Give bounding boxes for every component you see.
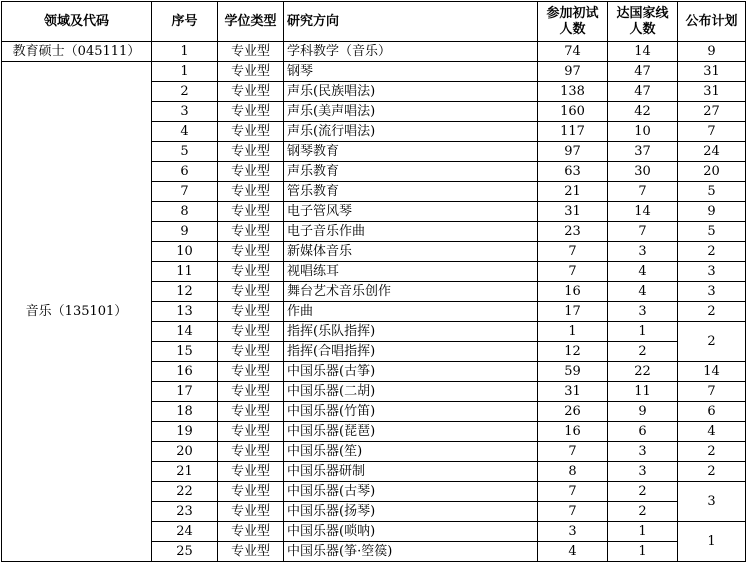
exam-count: 97 <box>538 62 608 82</box>
research-direction: 视唱练耳 <box>284 262 538 282</box>
exam-count: 8 <box>538 462 608 482</box>
research-direction: 电子管风琴 <box>284 202 538 222</box>
exam-count: 17 <box>538 302 608 322</box>
pass-count: 6 <box>608 422 678 442</box>
row-number: 13 <box>152 302 218 322</box>
research-direction: 新媒体音乐 <box>284 242 538 262</box>
header-no: 序号 <box>152 2 218 42</box>
exam-count: 138 <box>538 82 608 102</box>
plan-count: 24 <box>678 142 746 162</box>
row-number: 6 <box>152 162 218 182</box>
degree-type: 专业型 <box>218 502 284 522</box>
degree-type: 专业型 <box>218 362 284 382</box>
header-row <box>2 2 746 42</box>
plan-count: 9 <box>678 42 746 62</box>
row-number: 19 <box>152 422 218 442</box>
exam-count: 7 <box>538 442 608 462</box>
header-pass-count: 达国家线人数 <box>608 2 678 42</box>
exam-count: 21 <box>538 182 608 202</box>
research-direction: 声乐(流行唱法) <box>284 122 538 142</box>
plan-count: 2 <box>678 462 746 482</box>
plan-count: 9 <box>678 202 746 222</box>
pass-count: 7 <box>608 182 678 202</box>
row-number: 14 <box>152 322 218 342</box>
research-direction: 中国乐器(琵琶) <box>284 422 538 442</box>
degree-type: 专业型 <box>218 342 284 362</box>
degree-type: 专业型 <box>218 522 284 542</box>
exam-count: 7 <box>538 262 608 282</box>
research-direction: 作曲 <box>284 302 538 322</box>
admission-table <box>1 1 746 562</box>
research-direction: 指挥(合唱指挥) <box>284 342 538 362</box>
exam-count: 16 <box>538 422 608 442</box>
exam-count: 26 <box>538 402 608 422</box>
plan-count: 31 <box>678 62 746 82</box>
pass-count: 47 <box>608 62 678 82</box>
row-number: 21 <box>152 462 218 482</box>
header-type: 学位类型 <box>218 2 284 42</box>
plan-count: 27 <box>678 102 746 122</box>
row-number: 1 <box>152 62 218 82</box>
degree-type: 专业型 <box>218 262 284 282</box>
plan-count: 3 <box>678 282 746 302</box>
research-direction: 中国乐器(笙) <box>284 442 538 462</box>
exam-count: 31 <box>538 382 608 402</box>
research-direction: 舞台艺术音乐创作 <box>284 282 538 302</box>
pass-count: 10 <box>608 122 678 142</box>
research-direction: 电子音乐作曲 <box>284 222 538 242</box>
research-direction: 声乐教育 <box>284 162 538 182</box>
research-direction: 钢琴 <box>284 62 538 82</box>
row-number: 5 <box>152 142 218 162</box>
pass-count: 30 <box>608 162 678 182</box>
row-number: 16 <box>152 362 218 382</box>
degree-type: 专业型 <box>218 242 284 262</box>
row-number: 18 <box>152 402 218 422</box>
pass-count: 22 <box>608 362 678 382</box>
row-number: 7 <box>152 182 218 202</box>
research-direction: 中国乐器(古筝) <box>284 362 538 382</box>
pass-count: 2 <box>608 502 678 522</box>
pass-count: 9 <box>608 402 678 422</box>
row-number: 23 <box>152 502 218 522</box>
research-direction: 声乐(美声唱法) <box>284 102 538 122</box>
research-direction: 中国乐器(古琴) <box>284 482 538 502</box>
table-row <box>2 42 746 62</box>
exam-count: 63 <box>538 162 608 182</box>
plan-count: 2 <box>678 302 746 322</box>
row-number: 2 <box>152 82 218 102</box>
plan-count: 7 <box>678 382 746 402</box>
pass-count: 3 <box>608 242 678 262</box>
plan-count: 2 <box>678 242 746 262</box>
degree-type: 专业型 <box>218 222 284 242</box>
degree-type: 专业型 <box>218 442 284 462</box>
research-direction: 钢琴教育 <box>284 142 538 162</box>
degree-type: 专业型 <box>218 102 284 122</box>
plan-count: 6 <box>678 402 746 422</box>
row-number: 1 <box>152 42 218 62</box>
exam-count: 31 <box>538 202 608 222</box>
pass-count: 3 <box>608 442 678 462</box>
degree-type: 专业型 <box>218 422 284 442</box>
degree-type: 专业型 <box>218 122 284 142</box>
pass-count: 4 <box>608 282 678 302</box>
row-number: 3 <box>152 102 218 122</box>
pass-count: 2 <box>608 482 678 502</box>
pass-count: 14 <box>608 202 678 222</box>
research-direction: 中国乐器研制 <box>284 462 538 482</box>
degree-type: 专业型 <box>218 462 284 482</box>
pass-count: 2 <box>608 342 678 362</box>
degree-type: 专业型 <box>218 542 284 562</box>
plan-count: 2 <box>678 442 746 462</box>
pass-count: 1 <box>608 322 678 342</box>
exam-count: 1 <box>538 322 608 342</box>
field-code-cell: 教育硕士（045111） <box>2 42 152 62</box>
research-direction: 管乐教育 <box>284 182 538 202</box>
row-number: 4 <box>152 122 218 142</box>
row-number: 8 <box>152 202 218 222</box>
header-direction: 研究方向 <box>284 2 538 42</box>
plan-count: 31 <box>678 82 746 102</box>
exam-count: 117 <box>538 122 608 142</box>
plan-count: 5 <box>678 222 746 242</box>
plan-count: 20 <box>678 162 746 182</box>
row-number: 11 <box>152 262 218 282</box>
header-field: 领域及代码 <box>2 2 152 42</box>
plan-count: 4 <box>678 422 746 442</box>
research-direction: 中国乐器(唢呐) <box>284 522 538 542</box>
degree-type: 专业型 <box>218 62 284 82</box>
exam-count: 74 <box>538 42 608 62</box>
degree-type: 专业型 <box>218 182 284 202</box>
row-number: 24 <box>152 522 218 542</box>
row-number: 12 <box>152 282 218 302</box>
research-direction: 声乐(民族唱法) <box>284 82 538 102</box>
exam-count: 97 <box>538 142 608 162</box>
degree-type: 专业型 <box>218 82 284 102</box>
degree-type: 专业型 <box>218 282 284 302</box>
exam-count: 7 <box>538 482 608 502</box>
research-direction: 中国乐器(筝·箜篌) <box>284 542 538 562</box>
row-number: 15 <box>152 342 218 362</box>
degree-type: 专业型 <box>218 42 284 62</box>
exam-count: 23 <box>538 222 608 242</box>
exam-count: 160 <box>538 102 608 122</box>
research-direction: 中国乐器(扬琴) <box>284 502 538 522</box>
table-body <box>2 42 746 562</box>
plan-count: 2 <box>678 322 746 362</box>
pass-count: 3 <box>608 462 678 482</box>
plan-count: 5 <box>678 182 746 202</box>
degree-type: 专业型 <box>218 162 284 182</box>
plan-count: 1 <box>678 522 746 562</box>
degree-type: 专业型 <box>218 482 284 502</box>
exam-count: 7 <box>538 502 608 522</box>
degree-type: 专业型 <box>218 402 284 422</box>
research-direction: 学科教学（音乐） <box>284 42 538 62</box>
pass-count: 11 <box>608 382 678 402</box>
research-direction: 中国乐器(二胡) <box>284 382 538 402</box>
plan-count: 3 <box>678 262 746 282</box>
header-exam-count: 参加初试人数 <box>538 2 608 42</box>
exam-count: 4 <box>538 542 608 562</box>
pass-count: 47 <box>608 82 678 102</box>
plan-count: 3 <box>678 482 746 522</box>
row-number: 20 <box>152 442 218 462</box>
exam-count: 12 <box>538 342 608 362</box>
pass-count: 14 <box>608 42 678 62</box>
exam-count: 3 <box>538 522 608 542</box>
pass-count: 1 <box>608 542 678 562</box>
pass-count: 1 <box>608 522 678 542</box>
header-plan: 公布计划 <box>678 2 746 42</box>
exam-count: 7 <box>538 242 608 262</box>
row-number: 9 <box>152 222 218 242</box>
degree-type: 专业型 <box>218 202 284 222</box>
pass-count: 3 <box>608 302 678 322</box>
row-number: 10 <box>152 242 218 262</box>
pass-count: 4 <box>608 262 678 282</box>
degree-type: 专业型 <box>218 302 284 322</box>
pass-count: 7 <box>608 222 678 242</box>
degree-type: 专业型 <box>218 142 284 162</box>
row-number: 22 <box>152 482 218 502</box>
field-code-cell: 音乐（135101） <box>2 62 152 562</box>
plan-count: 7 <box>678 122 746 142</box>
row-number: 25 <box>152 542 218 562</box>
row-number: 17 <box>152 382 218 402</box>
pass-count: 37 <box>608 142 678 162</box>
exam-count: 59 <box>538 362 608 382</box>
degree-type: 专业型 <box>218 322 284 342</box>
research-direction: 中国乐器(竹笛) <box>284 402 538 422</box>
table-row <box>2 62 746 82</box>
research-direction: 指挥(乐队指挥) <box>284 322 538 342</box>
plan-count: 14 <box>678 362 746 382</box>
degree-type: 专业型 <box>218 382 284 402</box>
exam-count: 16 <box>538 282 608 302</box>
pass-count: 42 <box>608 102 678 122</box>
